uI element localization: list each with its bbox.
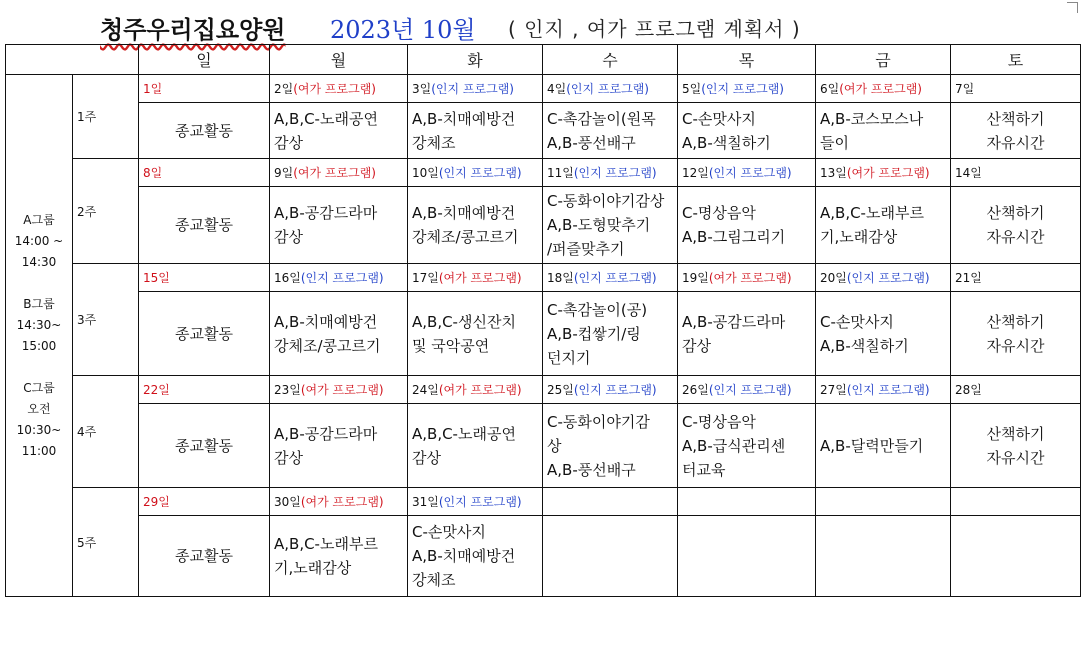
date-cell (408, 488, 543, 516)
date-cell (270, 159, 408, 187)
activity-line: A,B-공감드라마 (274, 204, 378, 222)
week-date-row (6, 376, 1081, 404)
activity-line: 기,노래감상 (274, 559, 352, 577)
activity-cell (270, 516, 408, 597)
activity-line: 및 국악공연 (412, 336, 490, 355)
activity-cell (951, 103, 1081, 159)
activity-line: /퍼즐맞추기 (547, 240, 625, 258)
activity-cell (951, 404, 1081, 488)
program-type-label: (인지 프로그램) (846, 383, 930, 397)
activity-cell (270, 404, 408, 488)
program-type-label: (여가 프로그램) (293, 166, 376, 180)
activity-cell (270, 292, 408, 376)
week-label: 5주 (73, 488, 139, 597)
date-cell (678, 264, 816, 292)
program-type-label: (인지 프로그램) (438, 166, 522, 180)
week-activity-row (6, 516, 1081, 597)
activity-cell (816, 292, 951, 376)
date-cell (951, 159, 1081, 187)
program-type-label: (인지 프로그램) (566, 82, 649, 96)
program-type-label: (여가 프로그램) (300, 383, 384, 397)
plan-month: 2023년 10월 (330, 16, 476, 44)
activity-line: 종교활동 (175, 216, 233, 234)
activity-cell (543, 103, 678, 159)
activity-line: C-명상음악 (682, 204, 756, 222)
program-schedule-table (5, 44, 1081, 597)
activity-cell (951, 292, 1081, 376)
activity-line: 종교활동 (175, 324, 233, 343)
activity-line: C-동화이야기감상 (547, 192, 665, 210)
date-number: 17일 (412, 271, 439, 285)
activity-cell (543, 187, 678, 264)
date-number: 24일 (412, 383, 439, 397)
activity-line: C-촉감놀이(원목 (547, 109, 656, 128)
activity-line: A,B-공감드라마 (682, 312, 786, 331)
date-number: 20일 (820, 271, 847, 285)
program-type-label: (여가 프로그램) (839, 82, 922, 96)
date-cell (678, 376, 816, 404)
activity-line: A,B-치매예방건 (412, 109, 516, 128)
program-type-label: (인지 프로그램) (573, 271, 657, 285)
date-number: 27일 (820, 383, 847, 397)
activity-line: 종교활동 (175, 547, 233, 565)
program-type-label: (인지 프로그램) (573, 383, 657, 397)
activity-cell (951, 516, 1081, 597)
activity-line: 자유시간 (986, 228, 1045, 246)
activity-cell (543, 292, 678, 376)
date-cell (543, 488, 678, 516)
activity-cell (139, 292, 270, 376)
week-date-row (6, 488, 1081, 516)
date-number: 10일 (412, 166, 439, 180)
date-number: 8일 (143, 166, 163, 180)
week-date-row (6, 75, 1081, 103)
activity-line: A,B-도형맞추기 (547, 216, 651, 234)
activity-cell (408, 187, 543, 264)
date-number: 28일 (955, 383, 982, 397)
program-type-label: (인지 프로그램) (431, 82, 514, 96)
group-time-line: B그룹 (23, 296, 55, 311)
activity-line: C-촉감놀이(공) (547, 300, 648, 319)
date-number: 4일 (547, 82, 567, 96)
activity-line: 강체조 (412, 133, 456, 152)
activity-cell (816, 187, 951, 264)
activity-line: 강체조/콩고르기 (274, 336, 381, 355)
date-number: 19일 (682, 271, 709, 285)
activity-line: A,B,C-노래공연 (274, 109, 378, 128)
date-number: 30일 (274, 495, 301, 509)
date-cell (270, 376, 408, 404)
header-corner (6, 45, 139, 75)
activity-line: A,B,C-노래부르 (820, 204, 924, 222)
group-time-line: 14:00 ~ (14, 233, 64, 248)
activity-cell (139, 187, 270, 264)
activity-line: A,B,C-생신잔치 (412, 312, 516, 331)
activity-line: A,B-급식관리센 (682, 436, 786, 455)
group-time-column (6, 75, 73, 597)
program-type-label: (인지 프로그램) (708, 383, 792, 397)
date-cell (139, 376, 270, 404)
activity-line: 강체조 (412, 571, 456, 589)
date-cell (139, 488, 270, 516)
week-label: 3주 (73, 264, 139, 376)
week-date-row (6, 264, 1081, 292)
activity-cell (678, 292, 816, 376)
program-type-label: (여가 프로그램) (293, 82, 376, 96)
activity-cell (678, 404, 816, 488)
activity-line: 산책하기 (986, 204, 1045, 222)
group-time-line: A그룹 (23, 212, 55, 227)
activity-line: 종교활동 (175, 436, 233, 455)
activity-cell (270, 187, 408, 264)
group-spacer (6, 273, 72, 294)
activity-line: A,B-그림그리기 (682, 228, 786, 246)
date-number: 23일 (274, 383, 301, 397)
group-spacer (6, 357, 72, 378)
date-number: 9일 (274, 166, 294, 180)
program-type-label: (인지 프로그램) (300, 271, 384, 285)
week-activity-row (6, 404, 1081, 488)
activity-line: A,B,C-노래공연 (412, 424, 516, 443)
activity-line: 감상 (274, 448, 303, 467)
activity-line: 감상 (274, 228, 303, 246)
activity-line: C-동화이야기감 (547, 412, 650, 431)
date-cell (543, 264, 678, 292)
activity-line: A,B-치매예방건 (412, 547, 516, 565)
date-cell (139, 159, 270, 187)
activity-line: 던지기 (547, 348, 591, 367)
date-cell (678, 159, 816, 187)
date-cell (270, 75, 408, 103)
date-cell (139, 75, 270, 103)
date-cell (270, 488, 408, 516)
activity-line: A,B-컵쌓기/링 (547, 324, 641, 343)
date-cell (951, 376, 1081, 404)
activity-line: 감상 (274, 133, 303, 152)
activity-line: 강체조/콩고르기 (412, 228, 519, 246)
activity-cell (543, 516, 678, 597)
activity-cell (408, 103, 543, 159)
activity-cell (816, 516, 951, 597)
date-number: 16일 (274, 271, 301, 285)
header-day: 월 (270, 45, 408, 75)
date-number: 31일 (412, 495, 439, 509)
date-number: 14일 (955, 166, 982, 180)
header-day: 목 (678, 45, 816, 75)
group-time-line: 10:30~ (16, 422, 62, 437)
header-day: 수 (543, 45, 678, 75)
activity-line: 감상 (412, 448, 441, 467)
activity-cell (408, 516, 543, 597)
activity-cell (139, 516, 270, 597)
activity-line: C-명상음악 (682, 412, 756, 431)
activity-line: 기,노래감상 (820, 228, 898, 246)
activity-cell (408, 404, 543, 488)
date-cell (543, 75, 678, 103)
week-activity-row (6, 187, 1081, 264)
activity-line: A,B-치매예방건 (274, 312, 378, 331)
activity-line: A,B-풍선배구 (547, 460, 636, 479)
activity-line: 산책하기 (986, 312, 1045, 331)
date-cell (816, 376, 951, 404)
activity-line: C-손맛사지 (820, 312, 894, 331)
date-cell (408, 376, 543, 404)
program-type-label: (여가 프로그램) (438, 271, 522, 285)
week-activity-row (6, 292, 1081, 376)
date-cell (408, 75, 543, 103)
activity-cell (139, 103, 270, 159)
date-cell (816, 159, 951, 187)
activity-line: A,B-공감드라마 (274, 424, 378, 443)
group-time-line: 11:00 (21, 443, 57, 458)
plan-subtitle: ( 인지 , 여가 프로그램 계획서 ) (508, 17, 801, 41)
activity-line: C-손맛사지 (412, 523, 486, 541)
group-time-line: 오전 (27, 401, 51, 416)
program-type-label: (인지 프로그램) (846, 271, 930, 285)
activity-cell (139, 404, 270, 488)
date-cell (678, 75, 816, 103)
date-number: 13일 (820, 166, 847, 180)
activity-cell (816, 103, 951, 159)
activity-cell (951, 187, 1081, 264)
program-type-label: (인지 프로그램) (573, 166, 657, 180)
activity-line: A,B-코스모스나 (820, 109, 924, 128)
activity-cell (678, 516, 816, 597)
program-type-label: (여가 프로그램) (300, 495, 384, 509)
date-cell (951, 488, 1081, 516)
activity-line: A,B-색칠하기 (820, 336, 909, 355)
date-cell (270, 264, 408, 292)
date-cell (408, 264, 543, 292)
activity-line: 자유시간 (986, 448, 1045, 467)
activity-cell (270, 103, 408, 159)
date-number: 26일 (682, 383, 709, 397)
date-cell (543, 159, 678, 187)
date-cell (951, 75, 1081, 103)
header-day: 토 (951, 45, 1081, 75)
date-cell (678, 488, 816, 516)
program-type-label: (여가 프로그램) (708, 271, 792, 285)
activity-line: 터교육 (682, 460, 726, 479)
header-day: 화 (408, 45, 543, 75)
group-time-line: 14:30~ (16, 317, 62, 332)
activity-cell (408, 292, 543, 376)
week-label: 2주 (73, 159, 139, 264)
group-time-line: 14:30 (21, 254, 57, 269)
date-number: 3일 (412, 82, 432, 96)
date-cell (408, 159, 543, 187)
activity-line: A,B,C-노래부르 (274, 535, 378, 553)
activity-line: A,B-달력만들기 (820, 436, 924, 455)
date-number: 29일 (143, 495, 170, 509)
activity-line: 자유시간 (986, 336, 1045, 355)
program-type-label: (인지 프로그램) (438, 495, 522, 509)
activity-line: C-손맛사지 (682, 109, 756, 128)
activity-line: A,B-풍선배구 (547, 133, 636, 152)
activity-cell (678, 103, 816, 159)
activity-line: 들이 (820, 133, 849, 152)
group-time-line: C그룹 (23, 380, 55, 395)
document-title (0, 4, 1086, 44)
date-number: 7일 (955, 82, 975, 96)
date-cell (816, 488, 951, 516)
header-day: 금 (816, 45, 951, 75)
week-activity-row (6, 103, 1081, 159)
date-number: 18일 (547, 271, 574, 285)
week-label: 4주 (73, 376, 139, 488)
program-type-label: (인지 프로그램) (708, 166, 792, 180)
date-number: 5일 (682, 82, 702, 96)
week-date-row (6, 159, 1081, 187)
date-cell (951, 264, 1081, 292)
activity-line: A,B-치매예방건 (412, 204, 516, 222)
activity-line: 상 (547, 436, 562, 455)
date-number: 22일 (143, 383, 170, 397)
program-type-label: (여가 프로그램) (438, 383, 522, 397)
activity-line: 감상 (682, 336, 711, 355)
activity-line: 산책하기 (986, 424, 1045, 443)
date-number: 11일 (547, 166, 574, 180)
date-number: 21일 (955, 271, 982, 285)
corner-mark-icon (1067, 2, 1078, 13)
date-number: 6일 (820, 82, 840, 96)
date-number: 15일 (143, 271, 170, 285)
activity-line: 자유시간 (986, 133, 1045, 152)
program-type-label: (인지 프로그램) (701, 82, 784, 96)
activity-cell (678, 187, 816, 264)
date-cell (543, 376, 678, 404)
activity-line: 종교활동 (175, 121, 233, 140)
activity-cell (816, 404, 951, 488)
program-type-label: (여가 프로그램) (846, 166, 930, 180)
group-time-line: 15:00 (21, 338, 57, 353)
header-day: 일 (139, 45, 270, 75)
activity-cell (543, 404, 678, 488)
activity-line: 산책하기 (986, 109, 1045, 128)
date-number: 1일 (143, 82, 163, 96)
date-cell (816, 264, 951, 292)
facility-name: 청주우리집요양원 (100, 16, 286, 44)
date-number: 25일 (547, 383, 574, 397)
week-label: 1주 (73, 75, 139, 159)
date-number: 2일 (274, 82, 294, 96)
date-number: 12일 (682, 166, 709, 180)
weekday-header-row (6, 45, 1081, 75)
activity-line: A,B-색칠하기 (682, 133, 771, 152)
date-cell (816, 75, 951, 103)
date-cell (139, 264, 270, 292)
